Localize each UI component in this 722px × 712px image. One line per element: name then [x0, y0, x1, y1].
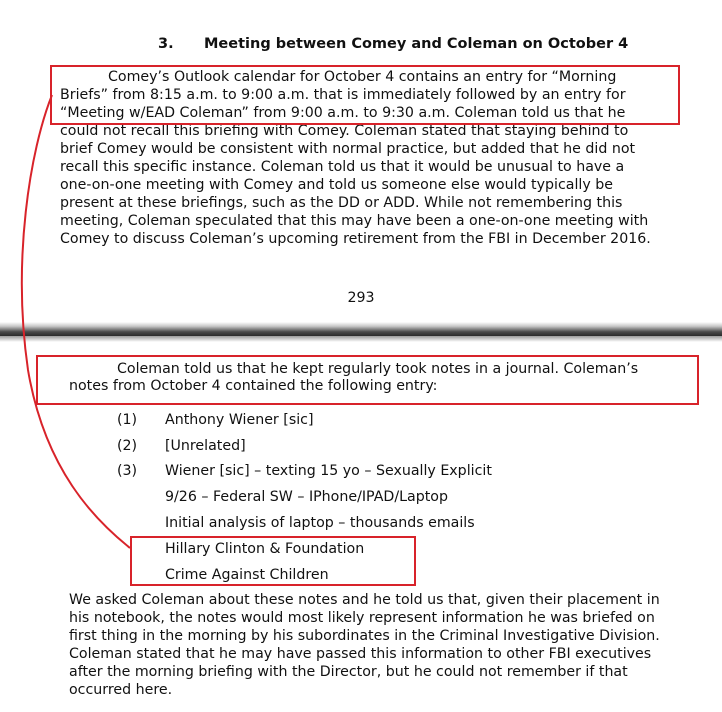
paragraph-line: notes from October 4 contained the following entry: [69, 378, 438, 394]
list-item: Wiener [sic] – texting 15 yo – Sexually Explicit [165, 463, 492, 479]
paragraph-line: meeting, Coleman speculated that this may have been a one-on-one meeting with [60, 213, 649, 229]
paragraph-line: his notebook, the notes would most likely represent information he was briefed on [69, 610, 655, 626]
paragraph-line: Comey’s Outlook calendar for October 4 contains an entry for “Morning [108, 69, 617, 85]
list-item: Anthony Wiener [sic] [165, 412, 314, 428]
highlight-box-notes [130, 536, 416, 586]
section-number: 3. [158, 36, 174, 52]
list-item: [Unrelated] [165, 438, 246, 454]
paragraph-line: brief Comey would be consistent with normal practice, but added that he did not [60, 141, 636, 157]
list-item: Initial analysis of laptop – thousands emails [165, 515, 475, 531]
page-divider [0, 322, 722, 336]
list-item-number: (2) [117, 438, 138, 454]
paragraph-line: Comey to discuss Coleman’s upcoming retirement from the FBI in December 2016. [60, 231, 651, 247]
highlight-box-journal [36, 355, 699, 405]
list-item: Crime Against Children [165, 567, 329, 583]
paragraph-line: occurred here. [69, 682, 173, 698]
paragraph-line: present at these briefings, such as the DD or ADD. While not remembering this [60, 195, 623, 211]
paragraph-line: first thing in the morning by his subordinates in the Criminal Investigative Division. [69, 628, 660, 644]
paragraph-line: after the morning briefing with the Director, but he could not remember if that [69, 664, 628, 680]
paragraph-line: could not recall this briefing with Comey. Coleman stated that staying behind to [60, 123, 629, 139]
paragraph-line: Coleman stated that he may have passed this information to other FBI executives [69, 646, 652, 662]
list-item: 9/26 – Federal SW – IPhone/IPAD/Laptop [165, 489, 448, 505]
paragraph-line: recall this specific instance. Coleman told us that it would be unusual to have a [60, 159, 625, 175]
section-heading [158, 36, 628, 52]
paragraph-line: Coleman told us that he kept regularly took notes in a journal. Coleman’s [117, 361, 639, 377]
list-item-number: (1) [117, 412, 138, 428]
paragraph-line: “Meeting w/EAD Coleman” from 9:00 a.m. to 9:30 a.m. Coleman told us that he [60, 105, 626, 121]
list-item: Hillary Clinton & Foundation [165, 541, 365, 557]
highlight-box-calendar [50, 65, 680, 125]
section-title: Meeting between Comey and Coleman on October 4 [204, 36, 629, 52]
list-item-number: (3) [117, 463, 138, 479]
paragraph-line: Briefs” from 8:15 a.m. to 9:00 a.m. that is immediately followed by an entry for [60, 87, 626, 103]
paragraph-line: one-on-one meeting with Comey and told us someone else would typically be [60, 177, 613, 193]
paragraph-line: We asked Coleman about these notes and he told us that, given their placement in [69, 592, 660, 608]
page-number: 293 [347, 290, 375, 306]
page-divider-shadow [0, 336, 722, 342]
